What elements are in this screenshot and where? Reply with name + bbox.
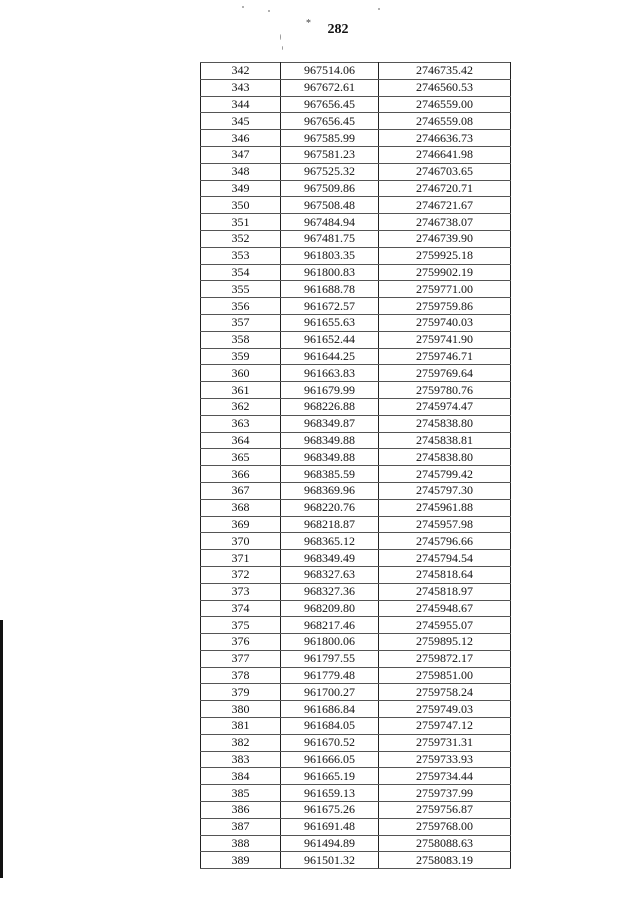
x-coordinate-cell: 961686.84	[281, 701, 379, 718]
y-coordinate-cell: 2759746.71	[379, 348, 511, 365]
table-row	[201, 247, 511, 264]
table-row	[201, 197, 511, 214]
x-coordinate-cell: 968369.96	[281, 482, 379, 499]
point-number-cell: 346	[201, 130, 281, 147]
x-coordinate-cell: 967525.32	[281, 163, 379, 180]
table-row	[201, 835, 511, 852]
point-number-cell: 367	[201, 482, 281, 499]
point-number-cell: 387	[201, 818, 281, 835]
y-coordinate-cell: 2745948.67	[379, 600, 511, 617]
table-row	[201, 382, 511, 399]
y-coordinate-cell: 2759740.03	[379, 314, 511, 331]
x-coordinate-cell: 961672.57	[281, 298, 379, 315]
table-row	[201, 79, 511, 96]
point-number-cell: 370	[201, 533, 281, 550]
y-coordinate-cell: 2759731.31	[379, 734, 511, 751]
x-coordinate-cell: 968209.80	[281, 600, 379, 617]
point-number-cell: 373	[201, 583, 281, 600]
scan-speck	[280, 34, 281, 40]
x-coordinate-cell: 967514.06	[281, 63, 379, 80]
x-coordinate-cell: 961663.83	[281, 365, 379, 382]
table-row	[201, 230, 511, 247]
table-row	[201, 600, 511, 617]
scan-mark: *	[306, 18, 311, 29]
x-coordinate-cell: 961501.32	[281, 852, 379, 869]
y-coordinate-cell: 2746735.42	[379, 63, 511, 80]
point-number-cell: 376	[201, 634, 281, 651]
table-body	[201, 63, 511, 869]
y-coordinate-cell: 2746720.71	[379, 180, 511, 197]
y-coordinate-cell: 2759780.76	[379, 382, 511, 399]
scan-speck	[282, 46, 283, 50]
x-coordinate-cell: 968385.59	[281, 466, 379, 483]
point-number-cell: 372	[201, 566, 281, 583]
table-row	[201, 734, 511, 751]
y-coordinate-cell: 2759872.17	[379, 650, 511, 667]
table-row	[201, 146, 511, 163]
coordinates-table	[200, 62, 511, 869]
table-row	[201, 499, 511, 516]
y-coordinate-cell: 2759769.64	[379, 365, 511, 382]
x-coordinate-cell: 967581.23	[281, 146, 379, 163]
table-row	[201, 314, 511, 331]
x-coordinate-cell: 968349.88	[281, 432, 379, 449]
y-coordinate-cell: 2745974.47	[379, 398, 511, 415]
table-row	[201, 701, 511, 718]
y-coordinate-cell: 2745957.98	[379, 516, 511, 533]
x-coordinate-cell: 968226.88	[281, 398, 379, 415]
point-number-cell: 377	[201, 650, 281, 667]
point-number-cell: 360	[201, 365, 281, 382]
y-coordinate-cell: 2746721.67	[379, 197, 511, 214]
x-coordinate-cell: 967656.45	[281, 96, 379, 113]
point-number-cell: 385	[201, 785, 281, 802]
point-number-cell: 345	[201, 113, 281, 130]
point-number-cell: 365	[201, 449, 281, 466]
x-coordinate-cell: 967481.75	[281, 230, 379, 247]
table-row	[201, 415, 511, 432]
x-coordinate-cell: 961666.05	[281, 751, 379, 768]
y-coordinate-cell: 2758088.63	[379, 835, 511, 852]
table-row	[201, 617, 511, 634]
y-coordinate-cell: 2745796.66	[379, 533, 511, 550]
point-number-cell: 369	[201, 516, 281, 533]
y-coordinate-cell: 2745838.80	[379, 415, 511, 432]
table-row	[201, 113, 511, 130]
x-coordinate-cell: 961679.99	[281, 382, 379, 399]
point-number-cell: 349	[201, 180, 281, 197]
point-number-cell: 344	[201, 96, 281, 113]
y-coordinate-cell: 2746703.65	[379, 163, 511, 180]
y-coordinate-cell: 2759749.03	[379, 701, 511, 718]
y-coordinate-cell: 2745838.81	[379, 432, 511, 449]
point-number-cell: 353	[201, 247, 281, 264]
table-row	[201, 802, 511, 819]
table-row	[201, 516, 511, 533]
point-number-cell: 386	[201, 802, 281, 819]
y-coordinate-cell: 2759747.12	[379, 718, 511, 735]
point-number-cell: 388	[201, 835, 281, 852]
table-row	[201, 214, 511, 231]
table-row	[201, 550, 511, 567]
point-number-cell: 364	[201, 432, 281, 449]
y-coordinate-cell: 2746738.07	[379, 214, 511, 231]
x-coordinate-cell: 961675.26	[281, 802, 379, 819]
page-number: 282	[327, 22, 349, 37]
point-number-cell: 374	[201, 600, 281, 617]
y-coordinate-cell: 2746559.00	[379, 96, 511, 113]
point-number-cell: 368	[201, 499, 281, 516]
point-number-cell: 371	[201, 550, 281, 567]
point-number-cell: 375	[201, 617, 281, 634]
x-coordinate-cell: 961700.27	[281, 684, 379, 701]
scan-speck	[268, 10, 270, 12]
y-coordinate-cell: 2745794.54	[379, 550, 511, 567]
x-coordinate-cell: 961652.44	[281, 331, 379, 348]
table-row	[201, 398, 511, 415]
point-number-cell: 378	[201, 667, 281, 684]
y-coordinate-cell: 2746559.08	[379, 113, 511, 130]
y-coordinate-cell: 2745955.07	[379, 617, 511, 634]
y-coordinate-cell: 2759734.44	[379, 768, 511, 785]
table-row	[201, 634, 511, 651]
scan-speck	[242, 6, 244, 8]
table-row	[201, 768, 511, 785]
x-coordinate-cell: 961803.35	[281, 247, 379, 264]
table-row	[201, 96, 511, 113]
table-row	[201, 684, 511, 701]
table-row	[201, 180, 511, 197]
x-coordinate-cell: 961779.48	[281, 667, 379, 684]
x-coordinate-cell: 967484.94	[281, 214, 379, 231]
point-number-cell: 383	[201, 751, 281, 768]
y-coordinate-cell: 2759733.93	[379, 751, 511, 768]
y-coordinate-cell: 2745797.30	[379, 482, 511, 499]
x-coordinate-cell: 961665.19	[281, 768, 379, 785]
point-number-cell: 359	[201, 348, 281, 365]
table-row	[201, 482, 511, 499]
table-row	[201, 583, 511, 600]
x-coordinate-cell: 961644.25	[281, 348, 379, 365]
point-number-cell: 357	[201, 314, 281, 331]
table-row	[201, 432, 511, 449]
y-coordinate-cell: 2759851.00	[379, 667, 511, 684]
y-coordinate-cell: 2745818.64	[379, 566, 511, 583]
x-coordinate-cell: 961684.05	[281, 718, 379, 735]
x-coordinate-cell: 968365.12	[281, 533, 379, 550]
y-coordinate-cell: 2746636.73	[379, 130, 511, 147]
y-coordinate-cell: 2745961.88	[379, 499, 511, 516]
x-coordinate-cell: 961691.48	[281, 818, 379, 835]
point-number-cell: 354	[201, 264, 281, 281]
y-coordinate-cell: 2759759.86	[379, 298, 511, 315]
x-coordinate-cell: 961800.06	[281, 634, 379, 651]
x-coordinate-cell: 967585.99	[281, 130, 379, 147]
x-coordinate-cell: 967656.45	[281, 113, 379, 130]
table-row	[201, 667, 511, 684]
table-row	[201, 566, 511, 583]
table-row	[201, 63, 511, 80]
table-row	[201, 449, 511, 466]
y-coordinate-cell: 2759758.24	[379, 684, 511, 701]
table-row	[201, 298, 511, 315]
table-row	[201, 650, 511, 667]
point-number-cell: 342	[201, 63, 281, 80]
scan-speck	[378, 8, 380, 10]
x-coordinate-cell: 968217.46	[281, 617, 379, 634]
x-coordinate-cell: 961797.55	[281, 650, 379, 667]
point-number-cell: 384	[201, 768, 281, 785]
x-coordinate-cell: 961688.78	[281, 281, 379, 298]
y-coordinate-cell: 2759771.00	[379, 281, 511, 298]
point-number-cell: 355	[201, 281, 281, 298]
table-row	[201, 852, 511, 869]
point-number-cell: 358	[201, 331, 281, 348]
y-coordinate-cell: 2746739.90	[379, 230, 511, 247]
point-number-cell: 389	[201, 852, 281, 869]
x-coordinate-cell: 967509.86	[281, 180, 379, 197]
x-coordinate-cell: 967672.61	[281, 79, 379, 96]
y-coordinate-cell: 2745799.42	[379, 466, 511, 483]
table-row	[201, 751, 511, 768]
point-number-cell: 382	[201, 734, 281, 751]
point-number-cell: 366	[201, 466, 281, 483]
y-coordinate-cell: 2759741.90	[379, 331, 511, 348]
x-coordinate-cell: 961659.13	[281, 785, 379, 802]
point-number-cell: 348	[201, 163, 281, 180]
y-coordinate-cell: 2759756.87	[379, 802, 511, 819]
point-number-cell: 350	[201, 197, 281, 214]
y-coordinate-cell: 2759902.19	[379, 264, 511, 281]
point-number-cell: 351	[201, 214, 281, 231]
x-coordinate-cell: 968220.76	[281, 499, 379, 516]
y-coordinate-cell: 2745838.80	[379, 449, 511, 466]
table-row	[201, 533, 511, 550]
x-coordinate-cell: 961655.63	[281, 314, 379, 331]
y-coordinate-cell: 2759925.18	[379, 247, 511, 264]
table-row	[201, 163, 511, 180]
y-coordinate-cell: 2759895.12	[379, 634, 511, 651]
point-number-cell: 380	[201, 701, 281, 718]
x-coordinate-cell: 961494.89	[281, 835, 379, 852]
y-coordinate-cell: 2746641.98	[379, 146, 511, 163]
table-row	[201, 331, 511, 348]
point-number-cell: 362	[201, 398, 281, 415]
point-number-cell: 352	[201, 230, 281, 247]
point-number-cell: 381	[201, 718, 281, 735]
table-row	[201, 785, 511, 802]
y-coordinate-cell: 2746560.53	[379, 79, 511, 96]
table-row	[201, 365, 511, 382]
point-number-cell: 356	[201, 298, 281, 315]
x-coordinate-cell: 968349.87	[281, 415, 379, 432]
table-row	[201, 718, 511, 735]
table-row	[201, 348, 511, 365]
table-row	[201, 264, 511, 281]
x-coordinate-cell: 961670.52	[281, 734, 379, 751]
table-row	[201, 281, 511, 298]
point-number-cell: 343	[201, 79, 281, 96]
y-coordinate-cell: 2758083.19	[379, 852, 511, 869]
x-coordinate-cell: 961800.83	[281, 264, 379, 281]
scan-edge-bar	[0, 620, 3, 878]
table-row	[201, 818, 511, 835]
point-number-cell: 347	[201, 146, 281, 163]
y-coordinate-cell: 2759737.99	[379, 785, 511, 802]
point-number-cell: 361	[201, 382, 281, 399]
y-coordinate-cell: 2745818.97	[379, 583, 511, 600]
x-coordinate-cell: 968327.63	[281, 566, 379, 583]
y-coordinate-cell: 2759768.00	[379, 818, 511, 835]
table-row	[201, 466, 511, 483]
point-number-cell: 363	[201, 415, 281, 432]
x-coordinate-cell: 967508.48	[281, 197, 379, 214]
x-coordinate-cell: 968218.87	[281, 516, 379, 533]
x-coordinate-cell: 968327.36	[281, 583, 379, 600]
point-number-cell: 379	[201, 684, 281, 701]
x-coordinate-cell: 968349.49	[281, 550, 379, 567]
table-row	[201, 130, 511, 147]
x-coordinate-cell: 968349.88	[281, 449, 379, 466]
